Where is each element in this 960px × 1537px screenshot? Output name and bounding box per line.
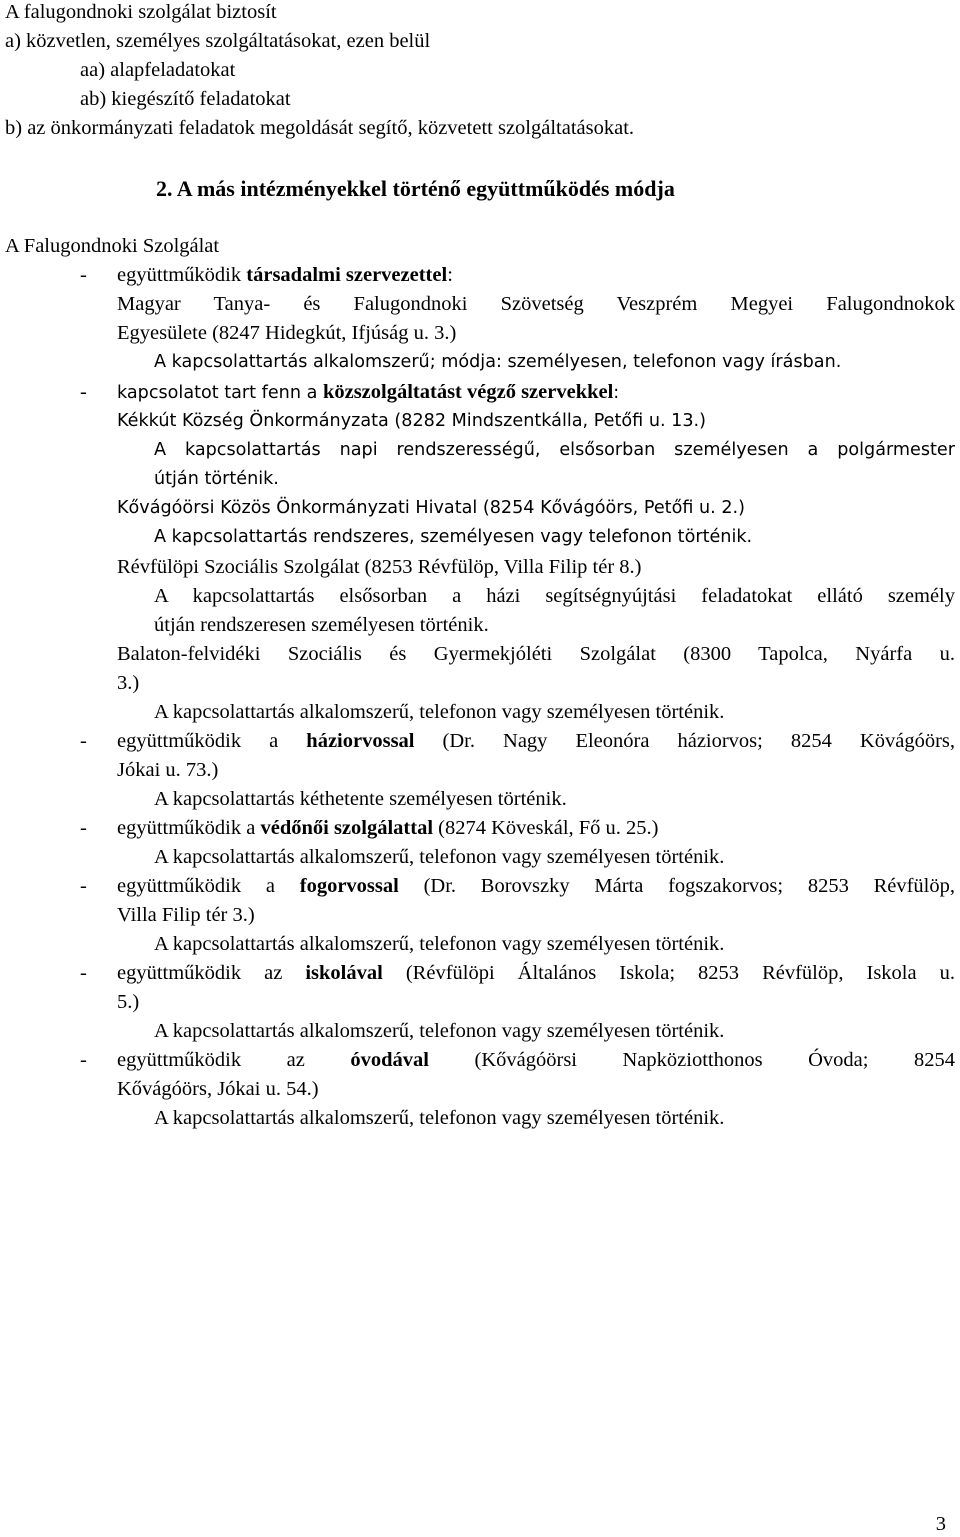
contact-note: A kapcsolattartás alkalomszerű, telefonon vagy személyesen történik. <box>154 1107 725 1129</box>
contact-note: A kapcsolattartás rendszeres, személyesen vagy telefonon történik. <box>154 527 753 547</box>
intro-line: A falugondnoki szolgálat biztosít <box>5 1 277 23</box>
contact-note: A kapcsolattartás alkalomszerű, telefonon vagy személyesen történik. <box>154 933 725 955</box>
list-item-line: Kővágóörs, Jókai u. 54.) <box>117 1078 319 1100</box>
organization-line: Balaton-felvidéki Szociális és Gyermekjóléti Szolgálat (8300 Tapolca, Nyárfa u. <box>117 643 955 665</box>
list-item-heading: együttműködik a fogorvossal (Dr. Borovszky Márta fogszakorvos; 8253 Révfülöp, <box>117 875 955 897</box>
contact-note: A kapcsolattartás alkalomszerű, telefonon vagy személyesen történik. <box>154 1020 725 1042</box>
list-item-heading: együttműködik a háziorvossal (Dr. Nagy Eleonóra háziorvos; 8254 Kövágóörs, <box>117 730 955 752</box>
contact-note: A kapcsolattartás alkalomszerű; módja: személyesen, telefonon vagy írásban. <box>154 352 842 372</box>
contact-note: A kapcsolattartás elsősorban a házi segítségnyújtási feladatokat ellátó személy <box>154 585 955 607</box>
section-heading <box>156 177 675 201</box>
organization-line: Egyesülete (8247 Hidegkút, Ifjúság u. 3.) <box>117 322 457 344</box>
contact-note: útján rendszeresen személyesen történik. <box>154 614 489 636</box>
contact-note: A kapcsolattartás napi rendszerességű, elsősorban személyesen a polgármester <box>154 440 955 460</box>
list-item-heading: együttműködik a védőnői szolgálattal (8274 Köveskál, Fő u. 25.) <box>117 817 659 839</box>
list-dash: - <box>80 264 87 286</box>
intro-line: b) az önkormányzati feladatok megoldását segítő, közvetett szolgáltatásokat. <box>5 117 635 139</box>
service-name: A Falugondnoki Szolgálat <box>5 235 220 257</box>
intro-line: ab) kiegészítő feladatokat <box>80 88 291 110</box>
list-item-heading: együttműködik az iskolával (Révfülöpi Általános Iskola; 8253 Révfülöp, Iskola u. <box>117 962 955 984</box>
list-dash: - <box>80 817 87 839</box>
list-dash: - <box>80 730 87 752</box>
contact-note: A kapcsolattartás alkalomszerű, telefonon vagy személyesen történik. <box>154 846 725 868</box>
list-item-heading: együttműködik társadalmi szervezettel: <box>117 264 453 286</box>
intro-line: a) közvetlen, személyes szolgáltatásokat, ezen belül <box>5 30 431 52</box>
list-dash: - <box>80 381 87 403</box>
section-number: 2. <box>156 176 173 201</box>
list-dash: - <box>80 962 87 984</box>
list-item-line: Villa Filip tér 3.) <box>117 904 255 926</box>
list-item-heading: együttműködik az óvodával (Kővágóörsi Napköziotthonos Óvoda; 8254 <box>117 1049 955 1071</box>
organization-line: Magyar Tanya- és Falugondnoki Szövetség Veszprém Megyei Falugondnokok <box>117 293 955 315</box>
intro-line: aa) alapfeladatokat <box>80 59 236 81</box>
page-number: 3 <box>935 1513 946 1535</box>
contact-note: A kapcsolattartás alkalomszerű, telefonon vagy személyesen történik. <box>154 701 725 723</box>
list-item-line: 5.) <box>117 991 140 1013</box>
list-item-heading: kapcsolatot tart fenn a közszolgáltatást végző szervekkel: <box>117 381 620 403</box>
organization-line: 3.) <box>117 672 140 694</box>
list-dash: - <box>80 1049 87 1071</box>
organization-line: Kékkút Község Önkormányzata (8282 Mindszentkálla, Petőfi u. 13.) <box>117 411 707 431</box>
organization-line: Kővágóörsi Közös Önkormányzati Hivatal (8254 Kővágóörs, Petőfi u. 2.) <box>117 498 745 518</box>
list-dash: - <box>80 875 87 897</box>
contact-note: A kapcsolattartás kéthetente személyesen történik. <box>154 788 567 810</box>
section-title: A más intézményekkel történő együttműködés módja <box>176 176 675 201</box>
organization-line: Révfülöpi Szociális Szolgálat (8253 Révfülöp, Villa Filip tér 8.) <box>117 556 642 578</box>
list-item-line: Jókai u. 73.) <box>117 759 219 781</box>
contact-note: útján történik. <box>154 469 279 489</box>
